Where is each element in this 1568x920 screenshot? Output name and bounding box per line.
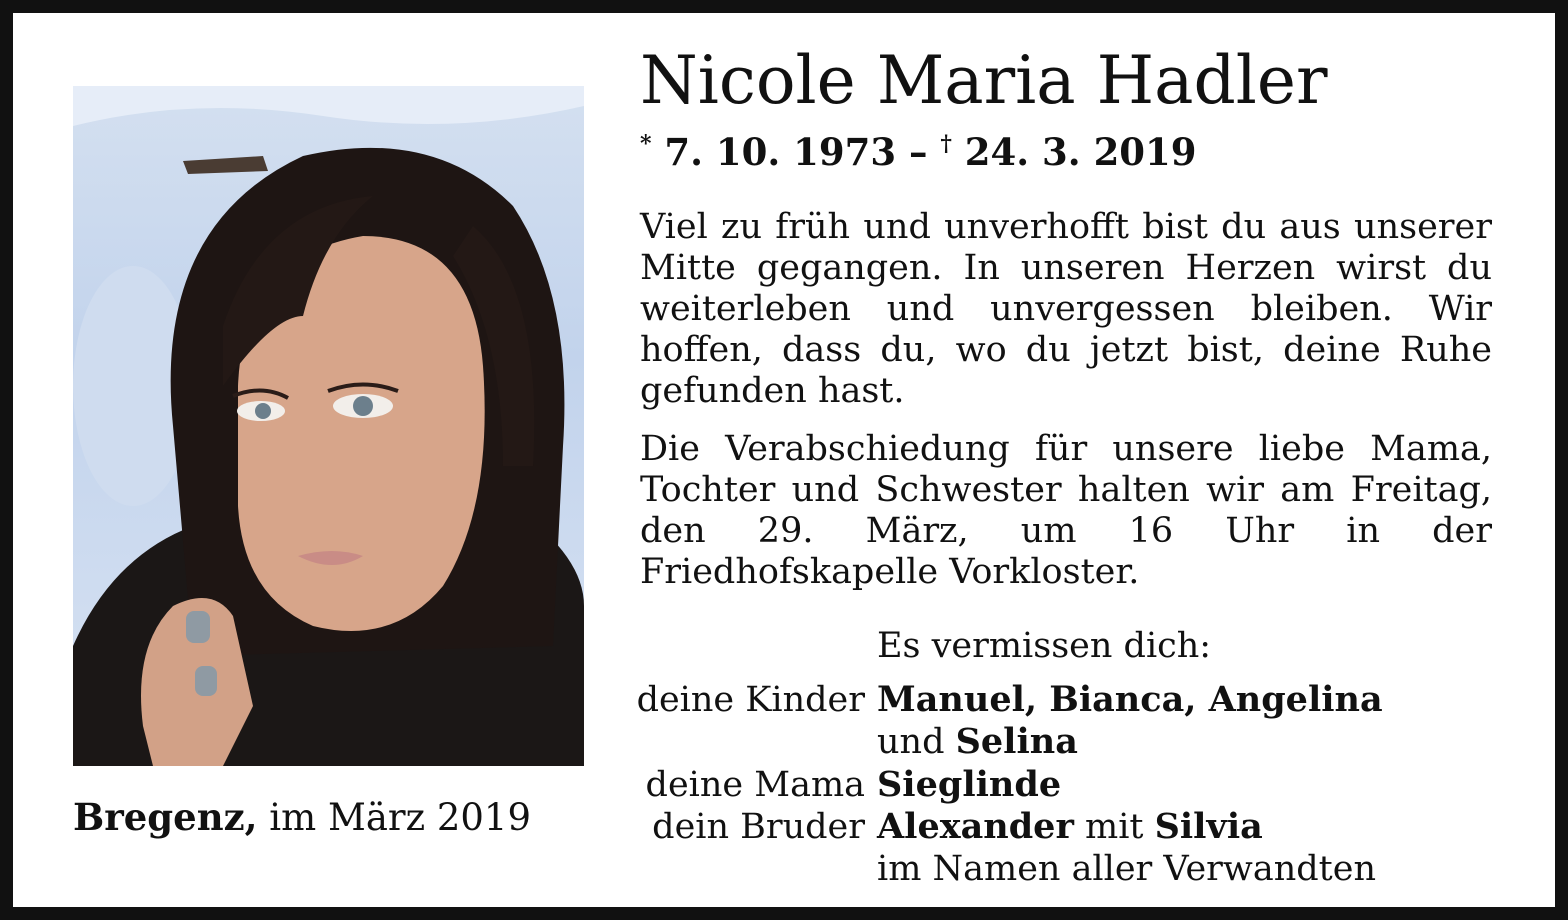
mourners-heading: Es vermissen dich: xyxy=(877,626,1212,666)
mourner-row-relatives xyxy=(613,848,1376,890)
mourner-relation-label: deine Mama xyxy=(645,765,865,805)
death-cross-symbol: † xyxy=(940,131,952,157)
portrait-illustration xyxy=(73,86,584,766)
mourner-conjunction: und xyxy=(877,722,956,762)
relatives-line: im Namen aller Verwandten xyxy=(877,849,1376,889)
mourner-names: Manuel, Bianca, Angelina xyxy=(877,679,1383,720)
mourner-names: Alexander xyxy=(877,806,1074,847)
place-date-caption xyxy=(73,795,531,840)
mourner-relation-label: deine Kinder xyxy=(636,680,865,720)
mourner-row-children-cont xyxy=(613,721,1078,763)
mourner-relation-label: dein Bruder xyxy=(652,807,865,847)
farewell-paragraph: Viel zu früh und unverhofft bist du aus unserer Mitte gegangen. In unseren Herzen wirst du weiterleben und unvergessen bleiben. Wir hoffen, dass du, wo du jetzt bist, deine Ruhe gefunden hast. xyxy=(640,207,1492,411)
deceased-name: Nicole Maria Hadler xyxy=(640,42,1328,119)
mourner-row-mother xyxy=(613,764,1061,806)
mourner-names: Sieglinde xyxy=(877,764,1062,805)
life-dates xyxy=(640,121,1197,175)
funeral-info-paragraph: Die Verabschiedung für unsere liebe Mama, Tochter und Schwester halten wir am Freitag, den 29. März, um 16 Uhr in der Friedhofskapelle Vorkloster. xyxy=(640,429,1492,592)
mourner-conjunction: mit xyxy=(1073,807,1155,847)
birth-date: 7. 10. 1973 – xyxy=(651,130,941,174)
death-date: 24. 3. 2019 xyxy=(951,130,1197,174)
mourner-names: Silvia xyxy=(1154,806,1263,847)
mourner-row-brother xyxy=(613,806,1263,848)
mourner-names: Selina xyxy=(955,721,1078,762)
caption-date: im März 2019 xyxy=(257,796,532,839)
portrait-photo xyxy=(73,86,584,766)
birth-star-symbol: * xyxy=(640,131,652,157)
place-name: Bregenz, xyxy=(73,795,258,839)
mourner-row-children xyxy=(613,679,1383,721)
